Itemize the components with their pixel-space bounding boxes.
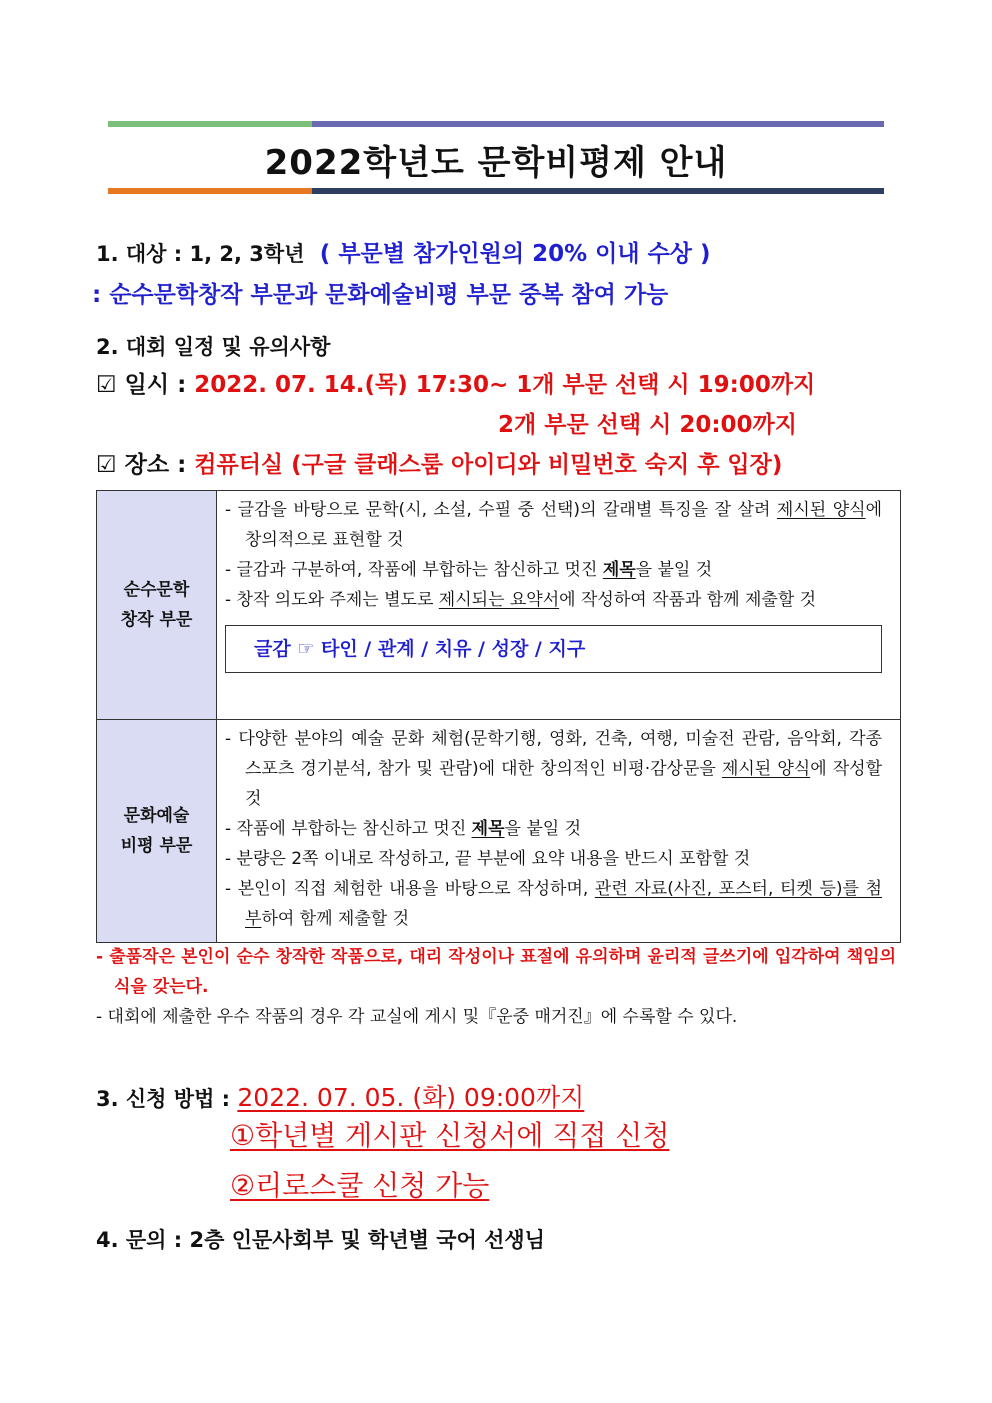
critique-item-1-text: - 다양한 분야의 예술 문화 체험(문학기행, 영화, 건축, 여행, 미술전 관람, 음악회, 각종 스포츠 경기분석, 참가 및 관람)에 대한 창의적인 비평·감상문을 [225, 729, 882, 779]
creative-body [217, 491, 901, 720]
critique-item-2-underline: 제목 [471, 819, 505, 839]
creative-item-3-tail: 에 작성하여 작품과 함께 제출할 것 [559, 590, 817, 610]
creative-item-1-tail: 에 창의적으로 표현할 것 [245, 500, 882, 550]
place-label: ☑ 장소 : [96, 452, 195, 478]
creative-header-line2: 창작 부문 [120, 610, 193, 630]
creative-item-2 [225, 555, 882, 585]
note-ethics: - 출품작은 본인이 순수 창작한 작품으로, 대리 작성이나 표절에 유의하며 윤리적 글쓰기에 입각하여 책임의식을 갖는다. [96, 947, 896, 997]
date-value: 2022. 07. 14.(목) 17:30~ 1개 부문 선택 시 19:00까지 [194, 372, 816, 398]
section1-label: 1. 대상 : 1, 2, 3학년 [96, 242, 305, 266]
critique-item-2-text: - 작품에 부합하는 참신하고 멋진 [225, 819, 472, 839]
critique-body [217, 720, 901, 943]
creative-item-2-tail: 을 붙일 것 [635, 560, 713, 580]
creative-item-2-underline: 제목 [602, 560, 636, 580]
critique-item-4-text: - 본인이 직접 체험한 내용을 바탕으로 작성하며, [225, 879, 595, 899]
place-value: 컴퓨터실 (구글 클래스룸 아이디와 비밀번호 숙지 후 입장) [194, 452, 783, 478]
critique-item-2 [225, 814, 882, 844]
critique-header [97, 720, 217, 943]
section2-date [96, 366, 815, 399]
critique-item-3: - 분량은 2쪽 이내로 작성하고, 끝 부분에 요약 내용을 반드시 포함할 것 [225, 849, 751, 869]
page-title: 2022학년도 문학비평제 안내 [264, 143, 728, 183]
theme-box: 글감 ☞ 타인 / 관계 / 치유 / 성장 / 지구 [225, 625, 882, 673]
critique-item-2-tail: 을 붙일 것 [504, 819, 581, 839]
critique-item-4-tail: 하여 함께 제출할 것 [261, 909, 410, 929]
section3-label: 3. 신청 방법 : [96, 1087, 238, 1111]
table-row-creative [97, 491, 901, 720]
notes [96, 942, 896, 1032]
date-value-2: 2개 부문 선택 시 20:00까지 [498, 412, 797, 438]
creative-item-2-text: - 글감과 구분하여, 작품에 부합하는 참신하고 멋진 [225, 560, 603, 580]
creative-item-3-text: - 창작 의도와 주제는 별도로 [225, 590, 439, 610]
title-bar-top-left [108, 121, 312, 127]
note-publish: - 대회에 제출한 우수 작품의 경우 각 교실에 게시 및『운중 매거진』에 수록할 수 있다. [96, 1007, 738, 1027]
critique-item-1-tail: 에 작성할 것 [245, 759, 882, 809]
title-bar-top-right [312, 121, 884, 127]
section1-line1 [96, 235, 711, 268]
table-row-critique [97, 720, 901, 943]
critique-item-1-underline: 제시된 양식 [721, 759, 811, 779]
critique-item-1 [225, 724, 882, 814]
section2-label: 2. 대회 일정 및 유의사항 [96, 335, 331, 359]
critique-header-line2: 비평 부문 [120, 836, 193, 856]
section2-place [96, 446, 782, 479]
creative-item-3 [225, 585, 882, 615]
creative-item-3-underline: 제시되는 요약서 [438, 590, 560, 610]
section1-note: ( 부문별 참가인원의 20% 이내 수상 ) [319, 241, 711, 267]
section3-method-2: ②리로스쿨 신청 가능 [230, 1169, 490, 1202]
critique-header-line1: 문화예술 [123, 806, 190, 826]
section3-deadline: 2022. 07. 05. (화) 09:00까지 [237, 1083, 585, 1112]
date-label: ☑ 일시 : [96, 372, 195, 398]
section3-line1 [96, 1078, 584, 1114]
title-bar-bottom-right [312, 188, 884, 194]
category-table [96, 490, 901, 943]
critique-item-4 [225, 874, 882, 934]
section1-line2: : 순수문학창작 부문과 문화예술비평 부문 중복 참여 가능 [92, 282, 669, 308]
creative-item-1 [225, 495, 882, 555]
critique-item-4-underline: 관련 자료(사진, 포스터, 티켓 등)를 첨부 [245, 879, 882, 929]
title-bar-bottom-left [108, 188, 312, 194]
creative-header [97, 491, 217, 720]
section3-method-1: ①학년별 게시판 신청서에 직접 신청 [230, 1119, 670, 1152]
creative-header-line1: 순수문학 [123, 580, 190, 600]
creative-item-1-text: - 글감을 바탕으로 문학(시, 소설, 수필 중 선택)의 갈래별 특징을 잘 살려 [225, 500, 777, 520]
section4-contact: 4. 문의 : 2층 인문사회부 및 학년별 국어 선생님 [96, 1228, 545, 1252]
creative-item-1-underline: 제시된 양식 [776, 500, 866, 520]
